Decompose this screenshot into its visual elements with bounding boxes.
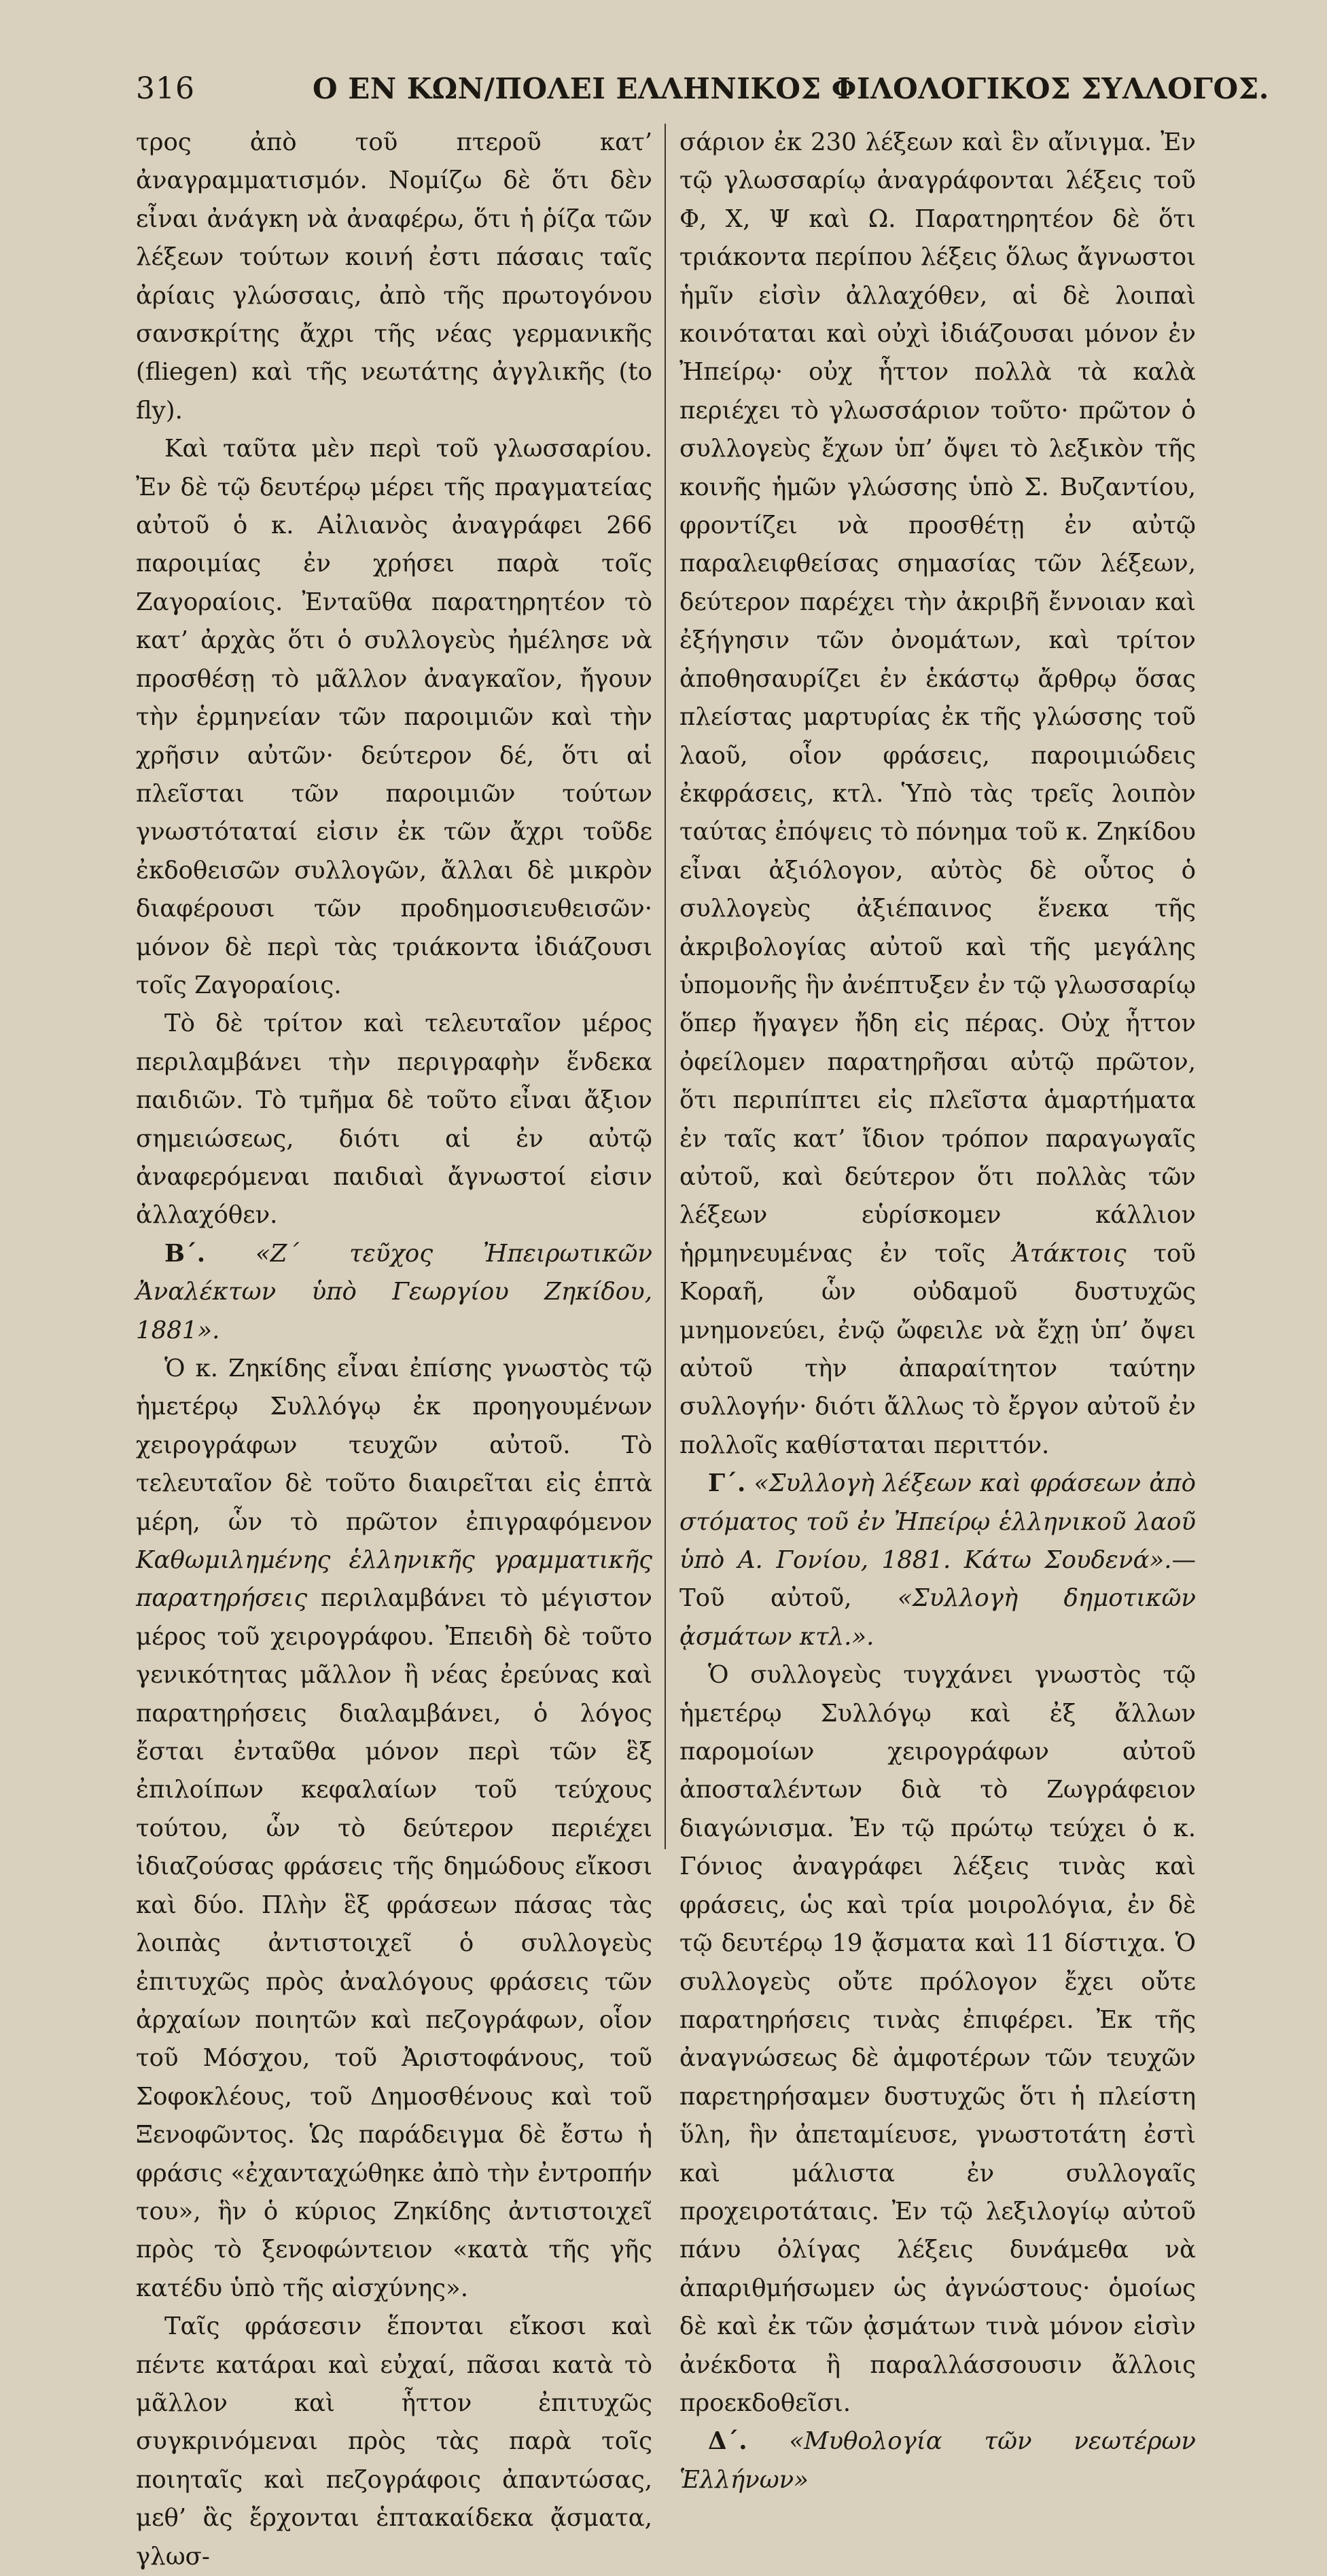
section-marker: Β΄. [164,1239,206,1268]
section-heading-g [679,1465,1196,1656]
page-number: 316 [136,71,195,106]
section-title: «Ζ΄ τεῦχος Ἠπειρωτικῶν Ἀναλέκτων ὑπὸ Γεωργίου Ζηκίδου, 1881». [136,1239,652,1344]
section-heading-d [679,2422,1196,2499]
text-run: περιλαμβάνει τὸ μέγιστον μέρος τοῦ χειρογράφου. Ἐπειδὴ δὲ τοῦτο γενικότητας μᾶλλον ἢ νέας ἐρεύνας καὶ παρατηρήσεις διαλαμβάνει, ὁ λόγος ἔσται ἐνταῦθα μόνον περὶ τῶν ἓξ ἐπιλοίπων κεφαλαίων τοῦ τεύχους τούτου, ὧν τὸ δεύτερον περιέχει ἰδιαζούσας φράσεις τῆς δημώδους εἴκοσι καὶ δύο. Πλὴν ἓξ φράσεων πάσας τὰς λοιπὰς ἀντιστοιχεῖ ὁ συλλογεὺς ἐπιτυχῶς πρὸς ἀναλόγους φράσεις τῶν ἀρχαίων ποιητῶν καὶ πεζογράφων, οἷον τοῦ Μόσχου, τοῦ Ἀριστοφάνους, τοῦ Σοφοκλέους, τοῦ Δημοσθένους καὶ τοῦ Ξενοφῶντος. Ὡς παράδειγμα δὲ ἔστω ἡ φράσις «ἐχανταχώθηκε ἀπὸ τὴν ἐντροπήν του», ἣν ὁ κύριος Ζηκίδης ἀντιστοιχεῖ πρὸς τὸ ξενοφώντειον «κατὰ τῆς γῆς κατέδυ ὑπὸ τῆς αἰσχύνης». [136,1584,652,2302]
text-run: τοῦ Κοραῆ, ὧν οὐδαμοῦ δυστυχῶς μνημονεύει, ἐνῷ ὤφειλε νὰ ἔχῃ ὑπ’ ὄψει αὐτοῦ τὴν ἀπαραίτητον ταύτην συλλογήν· διότι ἄλλως τὸ ἔργον αὐτοῦ ἐν πολλοῖς καθίσταται περιττόν. [679,1239,1196,1459]
section-heading-b [136,1235,652,1350]
column-divider [665,124,666,1849]
text-run: Ὁ κ. Ζηκίδης εἶναι ἐπίσης γνωστὸς τῷ ἡμετέρῳ Συλλόγῳ ἐκ προηγουμένων χειρογράφων τευχῶν αὐτοῦ. Τὸ τελευταῖον δὲ τοῦτο διαιρεῖται εἰς ἑπτὰ μέρη, ὧν τὸ πρῶτον ἐπιγραφόμενον [136,1355,652,1536]
running-head [136,65,1269,113]
paragraph: Ὁ συλλογεὺς τυγχάνει γνωστὸς τῷ ἡμετέρῳ Συλλόγῳ καὶ ἐξ ἄλλων παρομοίων χειρογράφων αὐτοῦ ἀποσταλέντων διὰ τὸ Ζωγράφειον διαγώνισμα. Ἐν τῷ πρώτῳ τεύχει ὁ κ. Γόνιος ἀναγράφει λέξεις τινὰς καὶ φράσεις, ὡς καὶ τρία μοιρολόγια, ἐν δὲ τῷ δευτέρῳ 19 ᾄσματα καὶ 11 δίστιχα. Ὁ συλλογεὺς οὔτε πρόλογον ἔχει οὔτε παρατηρήσεις τινὰς ἐπιφέρει. Ἐκ τῆς ἀναγνώσεως δὲ ἀμφοτέρων τῶν τευχῶν παρετηρήσαμεν δυστυχῶς ὅτι ἡ πλείστη ὕλη, ἣν ἀπεταμίευσε, γνωστοτάτη ἐστὶ καὶ μάλιστα ἐν συλλογαῖς προχειροτάταις. Ἐν τῷ λεξιλογίῳ αὐτοῦ πάνυ ὀλίγας λέξεις δυνάμεθα νὰ ἀπαριθμήσωμεν ὡς ἀγνώστους· ὁμοίως δὲ καὶ ἐκ τῶν ᾀσμάτων τινὰ μόνον εἰσὶν ἀνέκδοτα ἢ παραλλάσσουσιν ἄλλοις προεκδοθεῖσι. [679,1661,1196,2417]
paragraph: Καὶ ταῦτα μὲν περὶ τοῦ γλωσσαρίου. Ἐν δὲ τῷ δευτέρῳ μέρει τῆς πραγματείας αὐτοῦ ὁ κ. Αἰλιανὸς ἀναγράφει 266 παροιμίας ἐν χρήσει παρὰ τοῖς Ζαγοραίοις. Ἐνταῦθα παρατηρητέον τὸ κατ’ ἀρχὰς ὅτι ὁ συλλογεὺς ἠμέλησε νὰ προσθέσῃ τὸ μᾶλλον ἀναγκαῖον, ἤγουν τὴν ἑρμηνείαν τῶν παροιμιῶν καὶ τὴν χρῆσιν αὐτῶν· δεύτερον δέ, ὅτι αἱ πλεῖσται τῶν παροιμιῶν τούτων γνωστόταταί εἰσιν ἐκ τῶν ἄχρι τοῦδε ἐκδοθεισῶν συλλογῶν, ἄλλαι δὲ μικρὸν διαφέρουσι τῶν προδημοσιευθεισῶν· μόνον δὲ περὶ τὰς τριάκοντα ἰδιάζουσι τοῖς Ζαγοραίοις. [136,435,652,999]
italic-title: Καθωμιλημένης ἑλληνικῆς γραμματικῆς παρατηρήσεις [136,1546,652,1613]
paragraph: τρος ἀπὸ τοῦ πτεροῦ κατ’ ἀναγραμματισμόν. Νομίζω δὲ ὅτι δὲν εἶναι ἀνάγκη νὰ ἀναφέρω, ὅτι ἡ ῥίζα τῶν λέξεων τούτων κοινή ἐστι πάσαις ταῖς ἀρίαις γλώσσαις, ἀπὸ τῆς πρωτογόνου σανσκρίτης ἄχρι τῆς νέας γερμανικῆς (fliegen) καὶ τῆς νεωτάτης ἀγγλικῆς (to fly). [136,128,652,425]
paragraph [679,124,1196,1465]
journal-title: Ο ΕΝ ΚΩΝ/ΠΟΛΕΙ ΕΛΛΗΝΙΚΟΣ ΦΙΛΟΛΟΓΙΚΟΣ ΣΥΛΛΟΓΟΣ. [313,72,1269,105]
left-column [136,124,652,2571]
paragraph: Τὸ δὲ τρίτον καὶ τελευταῖον μέρος περιλαμβάνει τὴν περιγραφὴν ἕνδεκα παιδιῶν. Τὸ τμῆμα δὲ τοῦτο εἶναι ἄξιον σημειώσεως, διότι αἱ ἐν αὐτῷ ἀναφερόμεναι παιδιαὶ ἄγνωστοί εἰσιν ἀλλαχόθεν. [136,1009,652,1230]
section-title: «Συλλογὴ λέξεων καὶ φράσεων ἀπὸ στόματος τοῦ ἐν Ἠπείρῳ ἑλληνικοῦ λαοῦ ὑπὸ Α. Γονίου, 1881. Κάτω Σουδενά». [679,1469,1196,1575]
section-title-2: «Συλλογὴ δημοτικῶν ᾀσμάτων κτλ.». [679,1584,1196,1651]
section-marker: Γ΄. [708,1469,746,1498]
right-column [679,124,1196,2494]
text-run: σάριον ἐκ 230 λέξεων καὶ ἓν αἴνιγμα. Ἐν τῷ γλωσσαρίῳ ἀναγράφονται λέξεις τοῦ Φ, Χ, Ψ καὶ Ω. Παρατηρητέον δὲ ὅτι τριάκοντα περίπου λέξεις ὅλως ἄγνωστοι ἡμῖν εἰσὶν ἀλλαχόθεν, αἱ δὲ λοιπαὶ κοινόταται καὶ οὐχὶ ἰδιάζουσαι μόνον ἐν Ἠπείρῳ· οὐχ ἧττον πολλὰ τὰ καλὰ περιέχει τὸ γλωσσάριον τοῦτο· πρῶτον ὁ συλλογεὺς ἔχων ὑπ’ ὄψει τὸ λεξικὸν τῆς κοινῆς ἡμῶν γλώσσης ὑπὸ Σ. Βυζαντίου, φροντίζει νὰ προσθέτῃ ἐν αὐτῷ παραλειφθείσας σημασίας τῶν λέξεων, δεύτερον παρέχει τὴν ἀκριβῆ ἔννοιαν καὶ ἐξήγησιν τῶν ὀνομάτων, καὶ τρίτον ἀποθησαυρίζει ἐν ἑκάστῳ ἄρθρῳ ὅσας πλείστας μαρτυρίας ἐκ τῆς γλώσσης τοῦ λαοῦ, οἷον φράσεις, παροιμιώδεις ἐκφράσεις, κτλ. Ὑπὸ τὰς τρεῖς λοιπὸν ταύτας ἐπόψεις τὸ πόνημα τοῦ κ. Ζηκίδου εἶναι ἀξιόλογον, αὐτὸς δὲ οὗτος ὁ συλλογεὺς ἀξιέπαινος ἕνεκα τῆς ἀκριβολογίας αὐτοῦ καὶ τῆς μεγάλης ὑπομονῆς ἣν ἀνέπτυξεν ἐν τῷ γλωσσαρίῳ ὅπερ ἤγαγεν ἤδη εἰς πέρας. Οὐχ ἧττον ὀφείλομεν παρατηρῆσαι αὐτῷ πρῶτον, ὅτι περιπίπτει εἰς πλεῖστα ἁμαρτήματα ἐν ταῖς κατ’ ἴδιον τρόπον παραγωγαῖς αὐτοῦ, καὶ δεύτερον ὅτι πολλὰς τῶν λέξεων εὑρίσκομεν κάλλιον ἡρμηνευμένας ἐν τοῖς [679,128,1196,1268]
italic-title: Ἀτάκτοις [1012,1239,1127,1268]
section-marker: Δ΄. [708,2427,747,2456]
section-separator: —Τοῦ αὐτοῦ, [679,1546,1196,1613]
paragraph: Ταῖς φράσεσιν ἕπονται εἴκοσι καὶ πέντε κατάραι καὶ εὐχαί, πᾶσαι κατὰ τὸ μᾶλλον καὶ ἧττον ἐπιτυχῶς συγκρινόμεναι πρὸς τὰς παρὰ τοῖς ποιηταῖς καὶ πεζογράφοις ἀπαντώσας, μεθ’ ἃς ἔρχονται ἑπτακαίδεκα ᾄσματα, γλωσ- [136,2312,652,2571]
paragraph [136,1350,652,2308]
section-title: «Μυθολογία τῶν νεωτέρων Ἑλλήνων» [679,2427,1196,2494]
